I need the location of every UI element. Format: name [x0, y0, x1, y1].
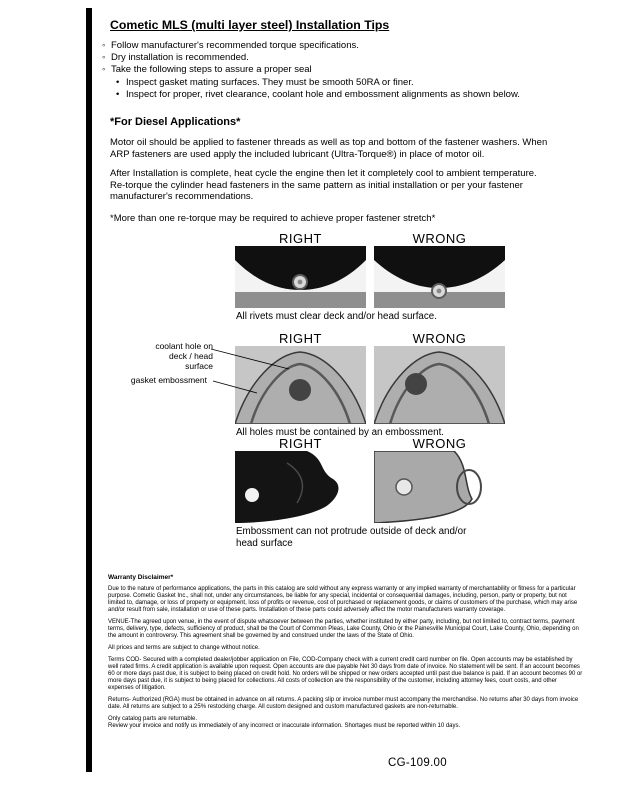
diagram-protrusion-right — [235, 451, 366, 523]
disclaimer-paragraph: Only catalog parts are returnable. — [108, 716, 198, 722]
page-code: CG-109.00 — [388, 757, 447, 769]
disclaimer-paragraph: Returns- Authorized (RGA) must be obtained in advance on all returns. A packing slip or invoice number must accompany the merchandise. No returns after 30 days from invoice date. All returns are subject to a 25% restocking charge. All custom designed and custom manufactured gaskets are non-returnable. — [108, 697, 579, 710]
content-area — [100, 18, 592, 225]
diagram-rivet-wrong — [374, 246, 505, 308]
disclaimer-paragraph: Due to the nature of performance applications, the parts in this catalog are sold without any express warranty or any implied warranty of merchantability or fitness for a particular purpose. Cometic Gasket Inc., shall not, under any circumstances, be liable for any special, incidental or consequential damages, including, person, party or property, but not limited to, damage, or loss of property or equipment, loss of profits or revenue, cost of purchased or replacement goods, or claims of customers of the purchase, which may arise and/or result from sale, installation or use of these parts. Installation of these parts could adversely affect the motor manufacturers warranty coverage. — [108, 586, 578, 613]
diagram-embossment-wrong — [374, 346, 505, 424]
right-label: RIGHT — [279, 331, 322, 346]
bullet-icon: ◦ — [102, 52, 106, 64]
warranty-disclaimer — [108, 574, 584, 735]
right-label: RIGHT — [279, 436, 322, 451]
disclaimer-paragraph: Review your invoice and notify us immediately of any incorrect or inaccurate information. Shortages must be reported within 10 days. — [108, 723, 461, 729]
gasket-embossment-label: gasket embossment — [130, 375, 207, 385]
disclaimer-paragraph: Terms COD- Secured with a completed dealer/jobber application on File, COD-Company check with a current credit card number on file. Open accounts may be established by well rated firms. A credit application is available upon request. Open accounts are due payable Net 30 days from date of invoice. No statement will be sent. If an account becomes 60 or more days past due, it is subject to being placed on credit hold. No orders will be shipped or new orders accepted until past due balance is paid. If an account becomes 90 or more days past due, it is subject to being placed for collections. All costs of collection are the responsibility of the customer, including attorney fees, court costs, and other expenses of litigation. — [108, 657, 583, 691]
wrong-label: WRONG — [412, 231, 467, 246]
list-item-text: Take the following steps to assure a proper seal — [111, 64, 312, 76]
disclaimer-paragraph: All prices and terms are subject to change without notice. — [108, 645, 260, 651]
list-item — [116, 89, 592, 101]
install-tips-list — [100, 40, 592, 101]
right-label: RIGHT — [279, 231, 322, 246]
list-item-text: Follow manufacturer's recommended torque specifications. — [111, 40, 359, 51]
diagram-caption: Embossment can not protrude outside of deck and/or head surface — [236, 526, 467, 549]
diagram-section — [130, 231, 505, 561]
coolant-hole-label: coolant hole on deck / head surface — [155, 341, 213, 371]
callout-pointer-lines — [211, 341, 301, 401]
diagram-protrusion-wrong — [374, 451, 505, 523]
diagram-rivet-right — [235, 246, 366, 308]
diagram-caption: All holes must be contained by an embossment. — [236, 427, 445, 438]
list-item-text: Inspect gasket mating surfaces. They must be smooth 50RA or finer. — [126, 76, 414, 88]
bullet-icon: ◦ — [102, 64, 106, 76]
bullet-icon: • — [116, 88, 120, 100]
page-edge-rule — [86, 8, 92, 772]
disclaimer-paragraph: VENUE-The agreed upon venue, in the event of dispute whatsoever between the parties, whether instituted by either party, including, but not limited to, contract terms, payment terms, delivery, type, defects, sufficiency of product, shall be the Court of Common Pleas, Lake County, Ohio or the Painesville Municipal Court, Lake County, Ohio, depending on the amount in controversy. This agreement shall be governed by and construed under the laws of the State of Ohio. — [108, 619, 579, 639]
wrong-label: WRONG — [412, 331, 467, 346]
disclaimer-heading: Warranty Disclaimer* — [108, 574, 174, 581]
bullet-icon: ◦ — [102, 40, 106, 51]
diagram-caption: All rivets must clear deck and/or head surface. — [236, 311, 437, 322]
list-item — [102, 52, 592, 64]
diesel-applications-heading: *For Diesel Applications* — [110, 116, 241, 129]
page-title: Cometic MLS (multi layer steel) Installation Tips — [110, 18, 390, 32]
wrong-label: WRONG — [412, 436, 467, 451]
bullet-icon: • — [116, 76, 120, 88]
list-item-text: Dry installation is recommended. — [111, 52, 249, 64]
list-item-text: Inspect for proper, rivet clearance, coolant hole and embossment alignments as shown below. — [126, 88, 520, 100]
list-item — [116, 77, 592, 89]
retorque-note: *More than one re-torque may be required to achieve proper fastener stretch* — [110, 212, 436, 224]
diesel-paragraph-2: After Installation is complete, heat cycle the engine then let it completely cool to ambient temperature. Re-torque the cylinder head fasteners in the same pattern as initial installation or per your fastener manufacturer's recommendations. — [110, 168, 537, 203]
list-item — [102, 64, 592, 76]
diesel-paragraph-1: Motor oil should be applied to fastener threads as well as top and bottom of the fastener washers. When ARP fasteners are used apply the included lubricant (Ultra-Torque®) in place of motor oil. — [110, 137, 548, 160]
list-item — [102, 40, 592, 52]
